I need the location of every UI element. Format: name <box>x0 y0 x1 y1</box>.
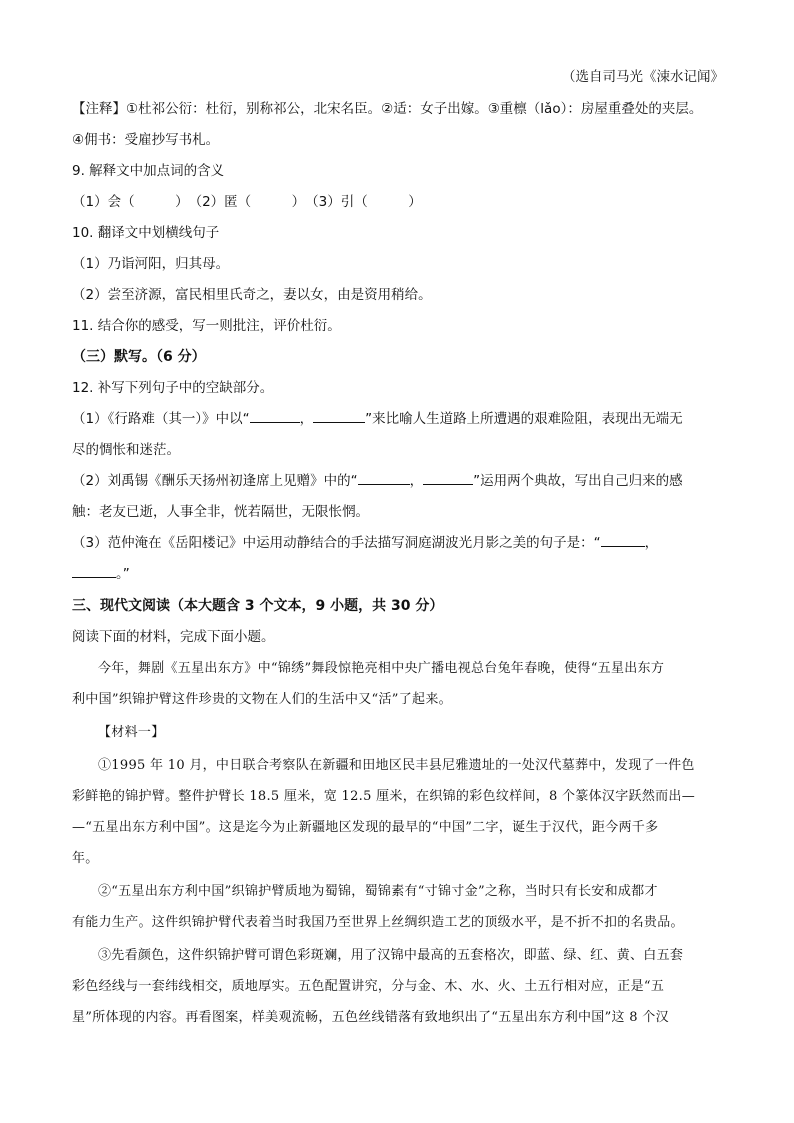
question-12-item-2 <box>72 472 683 490</box>
answer-blank[interactable] <box>601 534 645 547</box>
para2-line-2: 有能力生产。这件织锦护臂代表着当时我国乃至世界上丝绸织造工艺的顶级水平，是不折不扣的名贵品。 <box>72 915 684 930</box>
q12-2-prefix: （2）刘禹锡《酬乐天扬州初逢席上见赠》中的“ <box>72 473 358 489</box>
question-12-item-3 <box>72 534 658 552</box>
question-12-item-1-cont: 尽的惆怅和迷茫。 <box>72 442 180 458</box>
q12-1-suffix: ”来比喻人生道路上所遭遇的艰难险阻，表现出无端无 <box>365 411 683 427</box>
source-citation: （选自司马光《涑水记闻》 <box>562 69 724 85</box>
answer-blank[interactable] <box>313 410 365 423</box>
notes-line-2: ④佣书：受雇抄写书札。 <box>72 132 220 148</box>
question-10-sentence-1: （1）乃诣河阳，归其母。 <box>72 256 230 272</box>
question-12-item-1 <box>72 410 683 428</box>
para1-line-2: 彩鲜艳的锦护臂。整件护臂长 18.5 厘米，宽 12.5 厘米，在织锦的彩色纹样间，8 个篆体汉字跃然而出— <box>72 789 696 804</box>
question-9-title: 9. 解释文中加点词的含义 <box>72 163 225 179</box>
q12-1-prefix: （1）《行路难（其一）》中以“ <box>72 411 250 427</box>
question-12-item-3-cont <box>72 565 130 583</box>
para3-line-3: 星”所体现的内容。再看图案，样美观流畅，五色丝线错落有致地织出了“五星出东方利中国”这 8 个汉 <box>72 1010 669 1025</box>
question-12-title: 12. 补写下列句子中的空缺部分。 <box>72 380 274 396</box>
q12-3-sep: ， <box>644 535 659 551</box>
para3-line-2: 彩色经线与一套纬线相交，质地厚实。五色配置讲究，分与金、木、水、火、土五行相对应，正是“五 <box>72 979 665 994</box>
para2-line-1: ②“五星出东方利中国”织锦护臂质地为蜀锦，蜀锦素有“寸锦寸金”之称，当时只有长安和成都才 <box>98 884 658 899</box>
q12-2-suffix: ”运用两个典故，写出自己归来的感 <box>473 473 683 489</box>
q12-3-end: 。” <box>116 566 130 582</box>
para1-line-3: —“五星出东方利中国”。这是迄今为止新疆地区发现的最早的“中国”二字，诞生于汉代，距今两千多 <box>72 820 659 835</box>
answer-blank[interactable] <box>72 565 116 578</box>
question-10-title: 10. 翻译文中划横线句子 <box>72 225 220 241</box>
material-1-title: 【材料一】 <box>98 725 165 740</box>
answer-blank[interactable] <box>358 472 410 485</box>
section-dictation-heading: （三）默写。（6 分） <box>72 349 206 365</box>
question-12-item-2-cont: 触：老友已逝，人事全非，恍若隔世，无限怅惘。 <box>72 504 369 520</box>
q12-2-sep: ， <box>409 473 424 489</box>
answer-blank[interactable] <box>423 472 473 485</box>
q12-1-sep: ， <box>299 411 314 427</box>
q12-3-prefix: （3）范仲淹在《岳阳楼记》中运用动静结合的手法描写洞庭湖波光月影之美的句子是：“ <box>72 535 601 551</box>
para1-line-4: 年。 <box>72 851 99 866</box>
reading-instruction: 阅读下面的材料，完成下面小题。 <box>72 629 275 645</box>
intro-line-1: 今年，舞剧《五星出东方》中“锦绣”舞段惊艳亮相中央广播电视总台兔年春晚，使得“五星出东方 <box>98 661 665 676</box>
para1-line-1: ①1995 年 10 月，中日联合考察队在新疆和田地区民丰县尼雅遗址的一处汉代墓葬中，发现了一件色 <box>98 758 695 773</box>
question-9-items: （1）会（ ） （2）匿（ ） （3）引（ ） <box>72 194 422 210</box>
intro-line-2: 利中国”织锦护臂这件珍贵的文物在人们的生活中又“活”了起来。 <box>72 692 452 707</box>
answer-blank[interactable] <box>250 410 300 423</box>
section-modern-reading-heading: 三、现代文阅读（本大题含 3 个文本，9 小题，共 30 分） <box>72 598 444 614</box>
question-11-title: 11. 结合你的感受，写一则批注，评价杜衍。 <box>72 318 341 334</box>
notes-line-1: 【注释】①杜祁公衍：杜衍，别称祁公，北宋名臣。②适：女子出嫁。③重檩（lǎo）：房屋重叠处的夹层。 <box>72 101 703 117</box>
para3-line-1: ③先看颜色，这件织锦护臂可谓色彩斑斓，用了汉锦中最高的五套格次，即蓝、绿、红、黄、白五套 <box>98 948 684 963</box>
question-10-sentence-2: （2）尝至济源，富民相里氏奇之，妻以女，由是资用稍给。 <box>72 287 432 303</box>
